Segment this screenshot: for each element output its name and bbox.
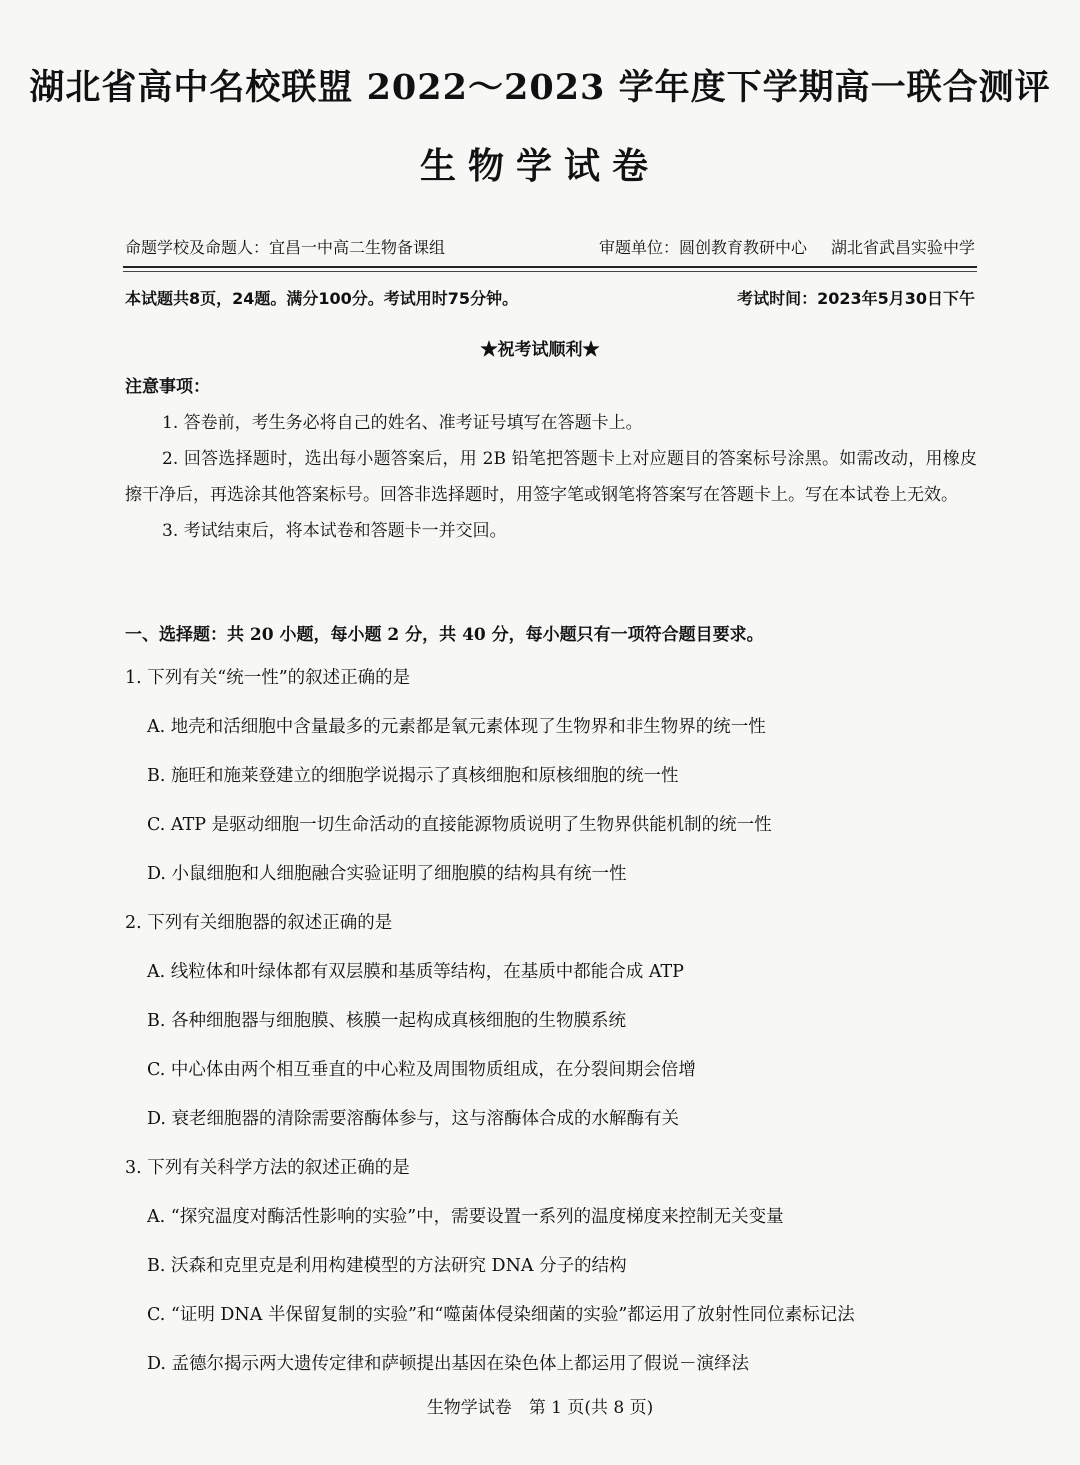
exam-summary: 本试题共8页，24题。满分100分。考试用时75分钟。 (125, 289, 519, 308)
header-rule-thick (123, 266, 977, 268)
header-rule-thin (123, 271, 977, 272)
option-c: C. ATP 是驱动细胞一切生命活动的直接能源物质说明了生物界供能机制的统一性 (147, 815, 772, 835)
author-line: 命题学校及命题人：宜昌一中高二生物备课组 (125, 238, 446, 257)
section-heading: 一、选择题：共 20 小题，每小题 2 分，共 40 分，每小题只有一项符合题目要求。 (125, 625, 764, 645)
option-b: B. 施旺和施莱登建立的细胞学说揭示了真核细胞和原核细胞的统一性 (147, 766, 679, 786)
option-a: A. “探究温度对酶活性影响的实验”中，需要设置一系列的温度梯度来控制无关变量 (147, 1207, 784, 1227)
question-stem: 2. 下列有关细胞器的叙述正确的是 (125, 913, 393, 933)
question-stem: 1. 下列有关“统一性”的叙述正确的是 (125, 668, 411, 688)
question-list (125, 666, 977, 1401)
option-b: B. 各种细胞器与细胞膜、核膜一起构成真核细胞的生物膜系统 (147, 1011, 626, 1031)
exam-time: 考试时间：2023年5月30日下午 (737, 289, 975, 308)
option-c: C. 中心体由两个相互垂直的中心粒及周围物质组成，在分裂间期会倍增 (147, 1060, 696, 1080)
notice-item: 1. 答卷前，考生务必将自己的姓名、准考证号填写在答题卡上。 (162, 413, 643, 433)
notice-list (125, 405, 977, 549)
option-b: B. 沃森和克里克是利用构建模型的方法研究 DNA 分子的结构 (147, 1256, 627, 1276)
reviewer-label: 审题单位：圆创教育教研中心 (598, 238, 807, 257)
question-1 (125, 666, 977, 911)
question-stem: 3. 下列有关科学方法的叙述正确的是 (125, 1158, 410, 1178)
exam-title: 湖北省高中名校联盟 2022～2023 学年度下学期高一联合测评 (29, 67, 1051, 108)
option-a: A. 地壳和活细胞中含量最多的元素都是氧元素体现了生物界和非生物界的统一性 (147, 717, 766, 737)
option-d: D. 小鼠细胞和人细胞融合实验证明了细胞膜的结构具有统一性 (147, 864, 627, 884)
question-3 (125, 1156, 977, 1401)
notice-item: 2. 回答选择题时，选出每小题答案后，用 2B 铅笔把答题卡上对应题目的答案标号涂黑。如需改动，用橡皮擦干净后，再选涂其他答案标号。回答非选择题时，用签字笔或钢笔将答案写在答题卡上。写在本试卷上无效。 (125, 449, 977, 505)
exam-subtitle: 生物学试卷 (419, 145, 660, 187)
notice-item: 3. 考试结束后，将本试卷和答题卡一并交回。 (162, 521, 507, 541)
blessing-line: ★祝考试顺利★ (480, 340, 600, 360)
notice-title: 注意事项： (125, 377, 210, 397)
question-2 (125, 911, 977, 1156)
reviewer-school: 湖北省武昌实验中学 (830, 238, 975, 257)
option-d: D. 衰老细胞器的清除需要溶酶体参与，这与溶酶体合成的水解酶有关 (147, 1109, 680, 1129)
option-a: A. 线粒体和叶绿体都有双层膜和基质等结构，在基质中都能合成 ATP (147, 962, 684, 982)
exam-info-row (125, 286, 975, 309)
meta-row (125, 235, 975, 258)
page-footer: 生物学试卷 第 1 页(共 8 页) (426, 1398, 654, 1418)
option-c: C. “证明 DNA 半保留复制的实验”和“噬菌体侵染细菌的实验”都运用了放射性同位素标记法 (147, 1305, 855, 1325)
option-d: D. 孟德尔揭示两大遗传定律和萨顿提出基因在染色体上都运用了假说－演绎法 (147, 1354, 750, 1374)
reviewer-group (599, 235, 975, 258)
